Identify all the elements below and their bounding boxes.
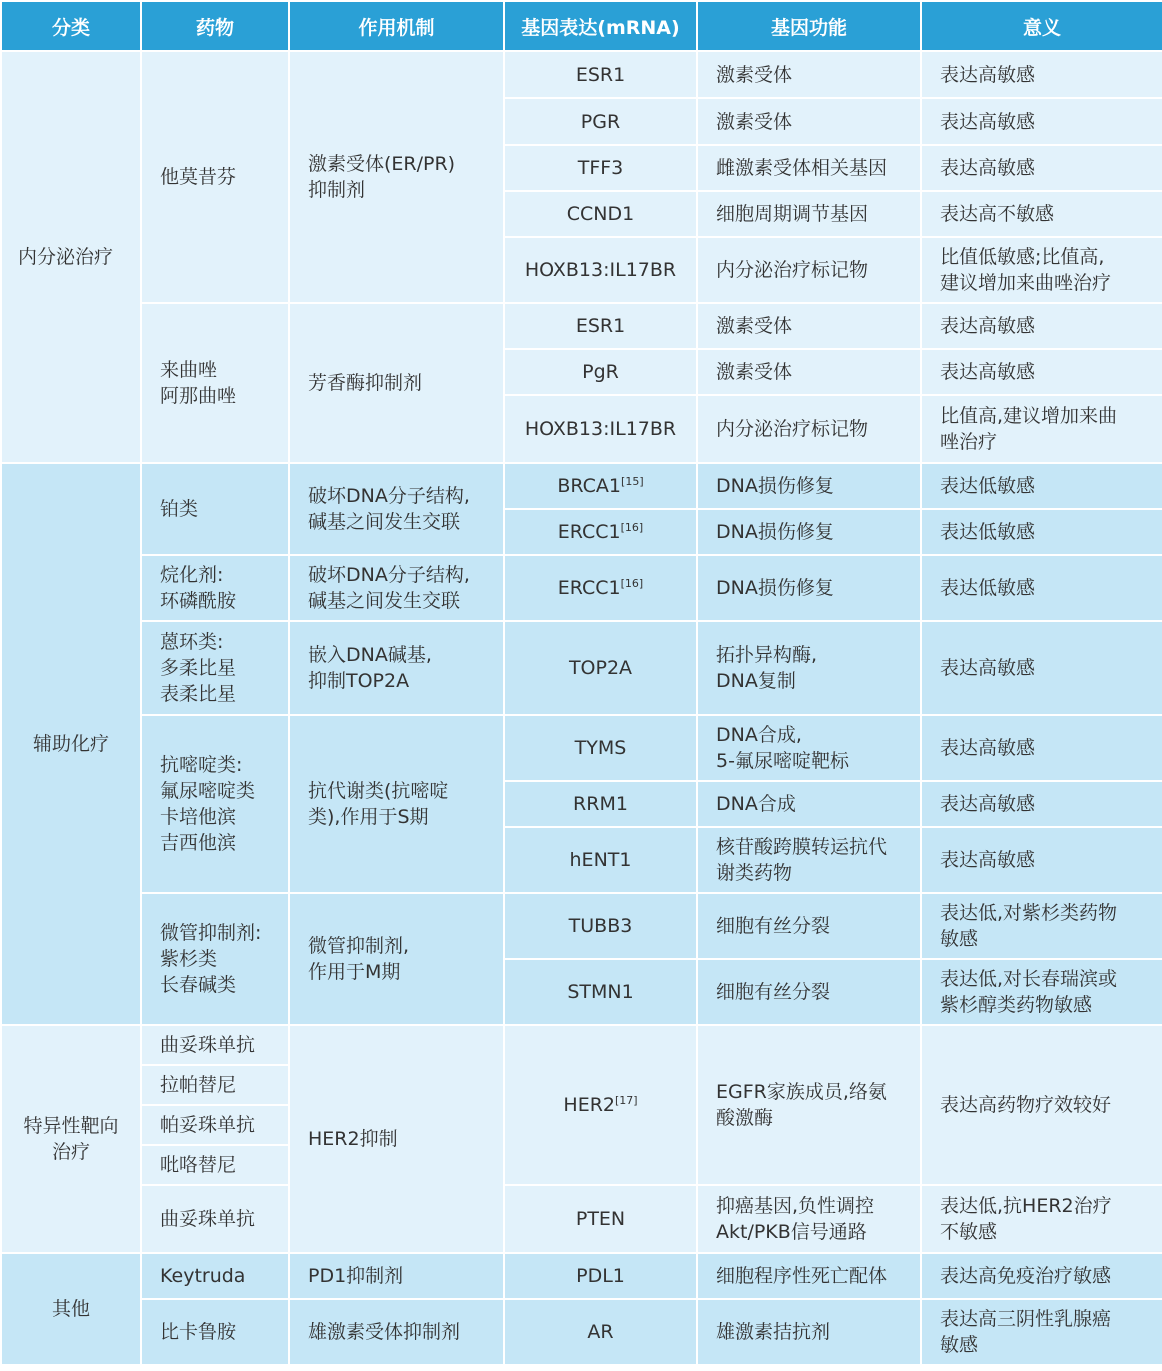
drug-cell: 烷化剂: 环磷酰胺 — [141, 555, 289, 621]
function-cell: 内分泌治疗标记物 — [697, 237, 921, 303]
meaning-cell: 表达高敏感 — [921, 145, 1162, 191]
gene-cell: PTEN — [504, 1185, 697, 1253]
table-row — [1, 555, 1162, 621]
function-cell: 激素受体 — [697, 349, 921, 395]
function-cell: 激素受体 — [697, 98, 921, 145]
category-cell: 辅助化疗 — [1, 463, 141, 1025]
citation-ref: [16] — [620, 577, 644, 590]
gene-cell: TOP2A — [504, 621, 697, 715]
meaning-cell: 表达低,对紫杉类药物 敏感 — [921, 893, 1162, 959]
mechanism-cell: 抗代谢类(抗嘧啶 类),作用于S期 — [289, 715, 504, 893]
meaning-cell: 表达低,对长春瑞滨或 紫杉醇类药物敏感 — [921, 959, 1162, 1025]
mechanism-cell: 微管抑制剂, 作用于M期 — [289, 893, 504, 1025]
function-cell: 抑癌基因,负性调控 Akt/PKB信号通路 — [697, 1185, 921, 1253]
function-cell: DNA损伤修复 — [697, 509, 921, 555]
table-row — [1, 1025, 1162, 1065]
category-cell: 其他 — [1, 1253, 141, 1365]
mechanism-cell: 破坏DNA分子结构, 碱基之间发生交联 — [289, 463, 504, 555]
mechanism-cell: 嵌入DNA碱基, 抑制TOP2A — [289, 621, 504, 715]
gene-cell: hENT1 — [504, 827, 697, 893]
mechanism-cell: 激素受体(ER/PR) 抑制剂 — [289, 51, 504, 303]
table-row — [1, 1253, 1162, 1299]
drug-cell: 抗嘧啶类: 氟尿嘧啶类 卡培他滨 吉西他滨 — [141, 715, 289, 893]
function-cell: 细胞周期调节基因 — [697, 191, 921, 237]
drug-cell: 曲妥珠单抗 — [141, 1185, 289, 1253]
function-cell: 内分泌治疗标记物 — [697, 395, 921, 463]
function-cell: 拓扑异构酶, DNA复制 — [697, 621, 921, 715]
function-cell: DNA合成 — [697, 781, 921, 827]
citation-ref: [17] — [615, 1094, 638, 1107]
function-cell: 雌激素受体相关基因 — [697, 145, 921, 191]
mechanism-cell: 雄激素受体抑制剂 — [289, 1299, 504, 1365]
meaning-cell: 表达高药物疗效较好 — [921, 1025, 1162, 1185]
gene-cell: ERCC1[16] — [504, 509, 697, 555]
table-row — [1, 463, 1162, 509]
drug-cell: 微管抑制剂: 紫杉类 长春碱类 — [141, 893, 289, 1025]
gene-cell: TFF3 — [504, 145, 697, 191]
gene-cell: BRCA1[15] — [504, 463, 697, 509]
meaning-cell: 表达高免疫治疗敏感 — [921, 1253, 1162, 1299]
gene-cell: HOXB13:IL17BR — [504, 395, 697, 463]
header-gene-expression: 基因表达(mRNA) — [504, 1, 697, 51]
drug-cell: 吡咯替尼 — [141, 1145, 289, 1185]
function-cell: 激素受体 — [697, 51, 921, 98]
gene-cell: ESR1 — [504, 51, 697, 98]
drug-cell: 来曲唑 阿那曲唑 — [141, 303, 289, 463]
mechanism-cell: HER2抑制 — [289, 1025, 504, 1253]
meaning-cell: 表达低敏感 — [921, 555, 1162, 621]
function-cell: 细胞有丝分裂 — [697, 959, 921, 1025]
gene-cell: AR — [504, 1299, 697, 1365]
table-row — [1, 621, 1162, 715]
header-row — [1, 1, 1162, 51]
drug-cell: 铂类 — [141, 463, 289, 555]
meaning-cell: 比值低敏感;比值高, 建议增加来曲唑治疗 — [921, 237, 1162, 303]
table-row — [1, 303, 1162, 349]
meaning-cell: 表达低敏感 — [921, 509, 1162, 555]
gene-cell: PgR — [504, 349, 697, 395]
table-row — [1, 1299, 1162, 1365]
mechanism-cell: PD1抑制剂 — [289, 1253, 504, 1299]
meaning-cell: 表达高不敏感 — [921, 191, 1162, 237]
meaning-cell: 表达低敏感 — [921, 463, 1162, 509]
gene-cell: STMN1 — [504, 959, 697, 1025]
drug-cell: Keytruda — [141, 1253, 289, 1299]
category-cell: 特异性靶向 治疗 — [1, 1025, 141, 1253]
function-cell: 细胞程序性死亡配体 — [697, 1253, 921, 1299]
function-cell: EGFR家族成员,络氨 酸激酶 — [697, 1025, 921, 1185]
gene-cell: ESR1 — [504, 303, 697, 349]
meaning-cell: 比值高,建议增加来曲 唑治疗 — [921, 395, 1162, 463]
meaning-cell: 表达高三阴性乳腺癌 敏感 — [921, 1299, 1162, 1365]
drug-cell: 帕妥珠单抗 — [141, 1105, 289, 1145]
meaning-cell: 表达高敏感 — [921, 621, 1162, 715]
citation-ref: [15] — [621, 475, 644, 488]
gene-cell: PDL1 — [504, 1253, 697, 1299]
meaning-cell: 表达高敏感 — [921, 303, 1162, 349]
meaning-cell: 表达高敏感 — [921, 781, 1162, 827]
mechanism-cell: 破坏DNA分子结构, 碱基之间发生交联 — [289, 555, 504, 621]
header-gene-function: 基因功能 — [697, 1, 921, 51]
drug-cell: 蒽环类: 多柔比星 表柔比星 — [141, 621, 289, 715]
meaning-cell: 表达低,抗HER2治疗 不敏感 — [921, 1185, 1162, 1253]
gene-cell: HOXB13:IL17BR — [504, 237, 697, 303]
meaning-cell: 表达高敏感 — [921, 349, 1162, 395]
function-cell: 核苷酸跨膜转运抗代 谢类药物 — [697, 827, 921, 893]
drug-cell: 他莫昔芬 — [141, 51, 289, 303]
citation-ref: [16] — [620, 521, 644, 534]
function-cell: 细胞有丝分裂 — [697, 893, 921, 959]
gene-cell: HER2[17] — [504, 1025, 697, 1185]
drug-cell: 曲妥珠单抗 — [141, 1025, 289, 1065]
mechanism-cell: 芳香酶抑制剂 — [289, 303, 504, 463]
header-drug: 药物 — [141, 1, 289, 51]
category-cell: 内分泌治疗 — [1, 51, 141, 463]
function-cell: DNA合成, 5-氟尿嘧啶靶标 — [697, 715, 921, 781]
drug-cell: 比卡鲁胺 — [141, 1299, 289, 1365]
gene-cell: TUBB3 — [504, 893, 697, 959]
meaning-cell: 表达高敏感 — [921, 98, 1162, 145]
header-meaning: 意义 — [921, 1, 1162, 51]
meaning-cell: 表达高敏感 — [921, 51, 1162, 98]
table-row — [1, 893, 1162, 959]
header-category: 分类 — [1, 1, 141, 51]
gene-cell: PGR — [504, 98, 697, 145]
table-row — [1, 1185, 1162, 1253]
function-cell: DNA损伤修复 — [697, 463, 921, 509]
drug-cell: 拉帕替尼 — [141, 1065, 289, 1105]
gene-cell: CCND1 — [504, 191, 697, 237]
table-row — [1, 51, 1162, 98]
gene-cell: ERCC1[16] — [504, 555, 697, 621]
function-cell: 激素受体 — [697, 303, 921, 349]
function-cell: 雄激素拮抗剂 — [697, 1299, 921, 1365]
header-mechanism: 作用机制 — [289, 1, 504, 51]
gene-cell: RRM1 — [504, 781, 697, 827]
meaning-cell: 表达高敏感 — [921, 827, 1162, 893]
gene-cell: TYMS — [504, 715, 697, 781]
meaning-cell: 表达高敏感 — [921, 715, 1162, 781]
function-cell: DNA损伤修复 — [697, 555, 921, 621]
table-row — [1, 715, 1162, 781]
